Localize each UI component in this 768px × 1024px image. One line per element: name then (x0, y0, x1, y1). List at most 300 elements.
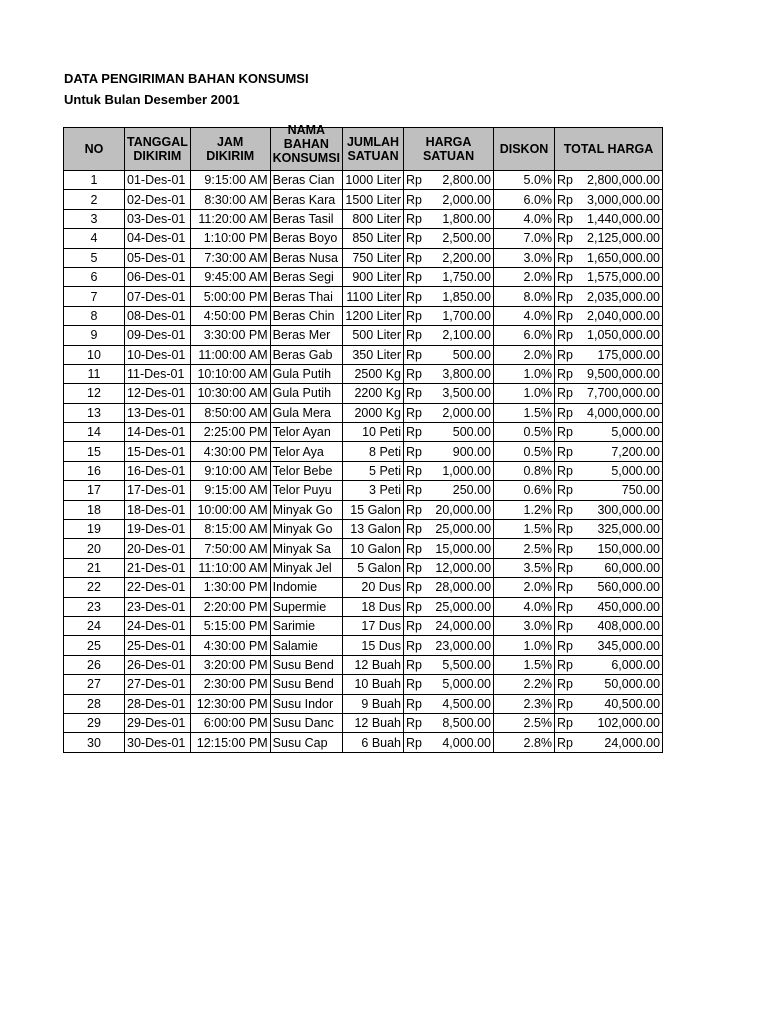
cell-diskon[interactable]: 2.2% (494, 675, 555, 694)
cell-jam[interactable]: 7:30:00 AM (190, 248, 270, 267)
cell-total[interactable] (555, 190, 663, 209)
cell-jumlah[interactable]: 13 Galon (343, 520, 404, 539)
table-row (64, 481, 663, 500)
table-row (64, 616, 663, 635)
header-diskon[interactable]: DISKON (494, 128, 555, 171)
cell-no[interactable]: 5 (64, 248, 125, 267)
cell-diskon[interactable]: 0.8% (494, 461, 555, 480)
cell-jumlah[interactable]: 10 Buah (343, 675, 404, 694)
cell-diskon[interactable]: 6.0% (494, 190, 555, 209)
table-row (64, 461, 663, 480)
cell-total[interactable] (555, 694, 663, 713)
amount-value: 28,000.00 (435, 580, 492, 595)
cell-jumlah[interactable]: 2000 Kg (343, 403, 404, 422)
cell-jam[interactable]: 8:30:00 AM (190, 190, 270, 209)
cell-nama[interactable]: Salamie (270, 636, 342, 655)
cell-total[interactable] (555, 306, 663, 325)
cell-diskon[interactable]: 1.0% (494, 364, 555, 383)
cell-total[interactable] (555, 461, 663, 480)
cell-jumlah[interactable]: 12 Buah (343, 655, 404, 674)
currency-label: Rp (406, 696, 422, 711)
cell-total[interactable] (555, 539, 663, 558)
cell-diskon[interactable]: 2.5% (494, 713, 555, 732)
cell-jumlah[interactable]: 800 Liter (343, 209, 404, 228)
table-header-row (64, 128, 663, 171)
cell-nama[interactable]: Minyak Jel (270, 558, 342, 577)
cell-jam[interactable]: 7:50:00 AM (190, 539, 270, 558)
cell-jumlah[interactable]: 900 Liter (343, 267, 404, 286)
header-no[interactable]: NO (64, 128, 125, 171)
cell-tanggal[interactable]: 09-Des-01 (125, 326, 191, 345)
cell-nama[interactable]: Beras Boyo (270, 229, 342, 248)
cell-total[interactable] (555, 326, 663, 345)
cell-total[interactable] (555, 578, 663, 597)
cell-jumlah[interactable]: 2200 Kg (343, 384, 404, 403)
table-row (64, 248, 663, 267)
amount-value: 1,750.00 (442, 270, 492, 285)
cell-total[interactable] (555, 248, 663, 267)
cell-no[interactable]: 27 (64, 675, 125, 694)
currency-label: Rp (406, 502, 422, 517)
cell-no[interactable]: 29 (64, 713, 125, 732)
cell-tanggal[interactable]: 25-Des-01 (125, 636, 191, 655)
amount-value: 150,000.00 (597, 541, 661, 556)
cell-no[interactable]: 15 (64, 442, 125, 461)
cell-total[interactable] (555, 423, 663, 442)
cell-tanggal[interactable]: 05-Des-01 (125, 248, 191, 267)
cell-total[interactable] (555, 481, 663, 500)
cell-nama[interactable]: Beras Chin (270, 306, 342, 325)
cell-no[interactable]: 22 (64, 578, 125, 597)
cell-jumlah[interactable]: 6 Buah (343, 733, 404, 752)
cell-total[interactable] (555, 597, 663, 616)
cell-harga[interactable] (404, 287, 494, 306)
cell-jumlah[interactable]: 2500 Kg (343, 364, 404, 383)
cell-tanggal[interactable]: 10-Des-01 (125, 345, 191, 364)
header-tanggal[interactable]: TANGGAL DIKIRIM (125, 128, 191, 171)
cell-diskon[interactable]: 2.0% (494, 345, 555, 364)
cell-jam[interactable]: 5:15:00 PM (190, 616, 270, 635)
cell-no[interactable]: 14 (64, 423, 125, 442)
cell-nama[interactable]: Beras Mer (270, 326, 342, 345)
cell-nama[interactable]: Gula Mera (270, 403, 342, 422)
cell-total[interactable] (555, 384, 663, 403)
cell-tanggal[interactable]: 18-Des-01 (125, 500, 191, 519)
cell-diskon[interactable]: 2.0% (494, 267, 555, 286)
cell-no[interactable]: 9 (64, 326, 125, 345)
cell-harga[interactable] (404, 675, 494, 694)
header-jam[interactable]: JAM DIKIRIM (190, 128, 270, 171)
amount-value: 7,200.00 (611, 444, 661, 459)
cell-nama[interactable]: Beras Cian (270, 171, 342, 190)
cell-no[interactable]: 3 (64, 209, 125, 228)
cell-jumlah[interactable]: 750 Liter (343, 248, 404, 267)
table-row (64, 423, 663, 442)
table-row (64, 384, 663, 403)
cell-tanggal[interactable]: 08-Des-01 (125, 306, 191, 325)
cell-jumlah[interactable]: 10 Peti (343, 423, 404, 442)
cell-tanggal[interactable]: 12-Des-01 (125, 384, 191, 403)
cell-jam[interactable]: 1:30:00 PM (190, 578, 270, 597)
cell-jumlah[interactable]: 20 Dus (343, 578, 404, 597)
currency-label: Rp (406, 561, 422, 575)
cell-no[interactable]: 18 (64, 500, 125, 519)
cell-harga[interactable] (404, 171, 494, 190)
cell-total[interactable] (555, 713, 663, 732)
cell-nama[interactable]: Indomie (270, 578, 342, 597)
cell-jam[interactable]: 3:20:00 PM (190, 655, 270, 674)
cell-tanggal[interactable]: 01-Des-01 (125, 171, 191, 190)
cell-nama[interactable]: Minyak Go (270, 500, 342, 519)
cell-jam[interactable]: 2:30:00 PM (190, 675, 270, 694)
cell-diskon[interactable]: 0.5% (494, 423, 555, 442)
amount-value: 3,800.00 (442, 367, 492, 382)
currency-label: Rp (406, 405, 422, 420)
cell-jam[interactable]: 4:30:00 PM (190, 442, 270, 461)
amount-value: 8,500.00 (442, 716, 492, 731)
cell-nama[interactable]: Gula Putih (270, 384, 342, 403)
currency-label: Rp (406, 580, 422, 595)
cell-harga[interactable] (404, 423, 494, 442)
cell-jam[interactable]: 11:20:00 AM (190, 209, 270, 228)
cell-harga[interactable] (404, 520, 494, 539)
cell-diskon[interactable]: 1.2% (494, 500, 555, 519)
document-title: DATA PENGIRIMAN BAHAN KONSUMSI (64, 71, 309, 86)
cell-jam[interactable]: 9:45:00 AM (190, 267, 270, 286)
cell-harga[interactable] (404, 306, 494, 325)
cell-total[interactable] (555, 171, 663, 190)
cell-jumlah[interactable]: 3 Peti (343, 481, 404, 500)
cell-jam[interactable]: 2:20:00 PM (190, 597, 270, 616)
cell-jam[interactable]: 1:10:00 PM (190, 229, 270, 248)
cell-diskon[interactable]: 5.0% (494, 171, 555, 190)
cell-total[interactable] (555, 209, 663, 228)
cell-total[interactable] (555, 229, 663, 248)
cell-total[interactable] (555, 675, 663, 694)
cell-jam[interactable]: 5:00:00 PM (190, 287, 270, 306)
cell-jam[interactable]: 12:30:00 PM (190, 694, 270, 713)
cell-jumlah[interactable]: 5 Peti (343, 461, 404, 480)
amount-value: 40,500.00 (604, 696, 661, 711)
cell-nama[interactable]: Sarimie (270, 616, 342, 635)
cell-jumlah[interactable]: 12 Buah (343, 713, 404, 732)
cell-harga[interactable] (404, 500, 494, 519)
amount-value: 60,000.00 (604, 561, 661, 575)
cell-nama[interactable]: Beras Nusa (270, 248, 342, 267)
amount-value: 15,000.00 (435, 541, 492, 556)
cell-tanggal[interactable]: 03-Des-01 (125, 209, 191, 228)
cell-diskon[interactable]: 2.0% (494, 578, 555, 597)
cell-tanggal[interactable]: 16-Des-01 (125, 461, 191, 480)
cell-jumlah[interactable]: 10 Galon (343, 539, 404, 558)
cell-tanggal[interactable]: 11-Des-01 (125, 364, 191, 383)
cell-harga[interactable] (404, 636, 494, 655)
cell-total[interactable] (555, 345, 663, 364)
cell-nama[interactable]: Supermie (270, 597, 342, 616)
cell-tanggal[interactable]: 15-Des-01 (125, 442, 191, 461)
cell-harga[interactable] (404, 190, 494, 209)
header-total[interactable]: TOTAL HARGA (555, 128, 663, 171)
cell-diskon[interactable]: 1.5% (494, 520, 555, 539)
cell-diskon[interactable]: 2.3% (494, 694, 555, 713)
cell-no[interactable]: 7 (64, 287, 125, 306)
cell-nama[interactable]: Susu Indor (270, 694, 342, 713)
cell-nama[interactable]: Minyak Sa (270, 539, 342, 558)
cell-nama[interactable]: Beras Tasil (270, 209, 342, 228)
cell-nama[interactable]: Susu Danc (270, 713, 342, 732)
cell-no[interactable]: 28 (64, 694, 125, 713)
cell-harga[interactable] (404, 461, 494, 480)
currency-label: Rp (557, 425, 573, 440)
cell-tanggal[interactable]: 23-Des-01 (125, 597, 191, 616)
amount-value: 9,500,000.00 (587, 367, 661, 382)
cell-total[interactable] (555, 500, 663, 519)
currency-label: Rp (557, 231, 573, 246)
cell-no[interactable]: 1 (64, 171, 125, 190)
cell-nama[interactable]: Beras Kara (270, 190, 342, 209)
amount-value: 1,050,000.00 (587, 328, 661, 343)
cell-jam[interactable]: 8:15:00 AM (190, 520, 270, 539)
cell-tanggal[interactable]: 26-Des-01 (125, 655, 191, 674)
cell-jumlah[interactable]: 9 Buah (343, 694, 404, 713)
cell-tanggal[interactable]: 02-Des-01 (125, 190, 191, 209)
cell-harga[interactable] (404, 248, 494, 267)
amount-value: 2,035,000.00 (587, 289, 661, 304)
cell-harga[interactable] (404, 713, 494, 732)
cell-no[interactable]: 8 (64, 306, 125, 325)
cell-tanggal[interactable]: 27-Des-01 (125, 675, 191, 694)
cell-total[interactable] (555, 520, 663, 539)
cell-jumlah[interactable]: 15 Galon (343, 500, 404, 519)
currency-label: Rp (557, 405, 573, 420)
cell-no[interactable]: 16 (64, 461, 125, 480)
cell-diskon[interactable]: 3.0% (494, 616, 555, 635)
currency-label: Rp (406, 367, 422, 382)
cell-nama[interactable]: Telor Puyu (270, 481, 342, 500)
cell-jam[interactable]: 11:00:00 AM (190, 345, 270, 364)
cell-nama[interactable]: Beras Gab (270, 345, 342, 364)
cell-no[interactable]: 10 (64, 345, 125, 364)
cell-diskon[interactable]: 7.0% (494, 229, 555, 248)
currency-label: Rp (557, 735, 573, 750)
cell-diskon[interactable]: 1.0% (494, 384, 555, 403)
header-jumlah[interactable]: JUMLAH SATUAN (343, 128, 404, 171)
cell-jumlah[interactable]: 15 Dus (343, 636, 404, 655)
cell-jam[interactable]: 9:15:00 AM (190, 171, 270, 190)
cell-tanggal[interactable]: 28-Des-01 (125, 694, 191, 713)
cell-harga[interactable] (404, 364, 494, 383)
cell-jam[interactable]: 3:30:00 PM (190, 326, 270, 345)
currency-label: Rp (557, 328, 573, 343)
cell-jumlah[interactable]: 17 Dus (343, 616, 404, 635)
cell-diskon[interactable]: 3.5% (494, 558, 555, 577)
cell-tanggal[interactable]: 19-Des-01 (125, 520, 191, 539)
cell-total[interactable] (555, 636, 663, 655)
cell-nama[interactable]: Beras Thai (270, 287, 342, 306)
cell-tanggal[interactable]: 22-Des-01 (125, 578, 191, 597)
cell-no[interactable]: 12 (64, 384, 125, 403)
cell-harga[interactable] (404, 209, 494, 228)
cell-no[interactable]: 30 (64, 733, 125, 752)
cell-diskon[interactable]: 4.0% (494, 306, 555, 325)
cell-tanggal[interactable]: 17-Des-01 (125, 481, 191, 500)
cell-tanggal[interactable]: 13-Des-01 (125, 403, 191, 422)
amount-value: 1,650,000.00 (587, 250, 661, 265)
amount-value: 3,000,000.00 (587, 192, 661, 207)
cell-diskon[interactable]: 2.8% (494, 733, 555, 752)
cell-total[interactable] (555, 267, 663, 286)
cell-diskon[interactable]: 6.0% (494, 326, 555, 345)
amount-value: 12,000.00 (435, 561, 492, 575)
cell-tanggal[interactable]: 07-Des-01 (125, 287, 191, 306)
cell-total[interactable] (555, 403, 663, 422)
cell-no[interactable]: 24 (64, 616, 125, 635)
cell-diskon[interactable]: 1.0% (494, 636, 555, 655)
cell-total[interactable] (555, 655, 663, 674)
cell-no[interactable]: 11 (64, 364, 125, 383)
cell-harga[interactable] (404, 481, 494, 500)
amount-value: 6,000.00 (611, 657, 661, 672)
cell-jumlah[interactable]: 350 Liter (343, 345, 404, 364)
cell-tanggal[interactable]: 20-Des-01 (125, 539, 191, 558)
cell-total[interactable] (555, 287, 663, 306)
cell-jam[interactable]: 11:10:00 AM (190, 558, 270, 577)
cell-no[interactable]: 25 (64, 636, 125, 655)
cell-harga[interactable] (404, 267, 494, 286)
cell-nama[interactable]: Telor Ayan (270, 423, 342, 442)
cell-nama[interactable]: Minyak Go (270, 520, 342, 539)
cell-nama[interactable]: Susu Bend (270, 675, 342, 694)
cell-no[interactable]: 6 (64, 267, 125, 286)
cell-jam[interactable]: 2:25:00 PM (190, 423, 270, 442)
currency-label: Rp (557, 677, 573, 692)
cell-total[interactable] (555, 733, 663, 752)
amount-value: 2,800,000.00 (587, 173, 661, 188)
amount-value: 102,000.00 (597, 716, 661, 731)
cell-tanggal[interactable]: 14-Des-01 (125, 423, 191, 442)
cell-harga[interactable] (404, 345, 494, 364)
cell-total[interactable] (555, 616, 663, 635)
cell-jam[interactable]: 10:10:00 AM (190, 364, 270, 383)
cell-harga[interactable] (404, 558, 494, 577)
amount-value: 5,000.00 (611, 425, 661, 440)
cell-harga[interactable] (404, 229, 494, 248)
cell-diskon[interactable]: 3.0% (494, 248, 555, 267)
cell-tanggal[interactable]: 06-Des-01 (125, 267, 191, 286)
cell-nama[interactable]: Telor Bebe (270, 461, 342, 480)
amount-value: 300,000.00 (597, 502, 661, 517)
cell-harga[interactable] (404, 384, 494, 403)
cell-diskon[interactable]: 8.0% (494, 287, 555, 306)
cell-tanggal[interactable]: 21-Des-01 (125, 558, 191, 577)
table-row (64, 171, 663, 190)
cell-diskon[interactable]: 2.5% (494, 539, 555, 558)
cell-jumlah[interactable]: 1500 Liter (343, 190, 404, 209)
header-harga[interactable]: HARGA SATUAN (404, 128, 494, 171)
cell-nama[interactable]: Beras Segi (270, 267, 342, 286)
amount-value: 2,200.00 (442, 250, 492, 265)
cell-jam[interactable]: 6:00:00 PM (190, 713, 270, 732)
cell-jumlah[interactable]: 8 Peti (343, 442, 404, 461)
currency-label: Rp (557, 367, 573, 382)
cell-total[interactable] (555, 558, 663, 577)
table-row (64, 675, 663, 694)
cell-jumlah[interactable]: 500 Liter (343, 326, 404, 345)
cell-nama[interactable]: Telor Aya (270, 442, 342, 461)
cell-diskon[interactable]: 4.0% (494, 209, 555, 228)
cell-no[interactable]: 21 (64, 558, 125, 577)
cell-harga[interactable] (404, 442, 494, 461)
amount-value: 750.00 (621, 483, 661, 498)
cell-diskon[interactable]: 0.6% (494, 481, 555, 500)
cell-diskon[interactable]: 1.5% (494, 403, 555, 422)
cell-no[interactable]: 26 (64, 655, 125, 674)
cell-harga[interactable] (404, 733, 494, 752)
cell-nama[interactable]: Susu Bend (270, 655, 342, 674)
cell-harga[interactable] (404, 578, 494, 597)
cell-harga[interactable] (404, 694, 494, 713)
cell-nama[interactable]: Susu Cap (270, 733, 342, 752)
cell-diskon[interactable]: 0.5% (494, 442, 555, 461)
cell-total[interactable] (555, 442, 663, 461)
cell-harga[interactable] (404, 539, 494, 558)
cell-total[interactable] (555, 364, 663, 383)
currency-label: Rp (557, 522, 573, 537)
cell-harga[interactable] (404, 326, 494, 345)
cell-no[interactable]: 23 (64, 597, 125, 616)
cell-jam[interactable]: 9:15:00 AM (190, 481, 270, 500)
cell-jam[interactable]: 4:30:00 PM (190, 636, 270, 655)
cell-jam[interactable]: 12:15:00 PM (190, 733, 270, 752)
cell-jumlah[interactable]: 1100 Liter (343, 287, 404, 306)
cell-jumlah[interactable]: 850 Liter (343, 229, 404, 248)
cell-no[interactable]: 13 (64, 403, 125, 422)
cell-jumlah[interactable]: 18 Dus (343, 597, 404, 616)
table-row (64, 267, 663, 286)
cell-jam[interactable]: 4:50:00 PM (190, 306, 270, 325)
currency-label: Rp (557, 619, 573, 634)
cell-tanggal[interactable]: 29-Des-01 (125, 713, 191, 732)
cell-no[interactable]: 4 (64, 229, 125, 248)
cell-diskon[interactable]: 1.5% (494, 655, 555, 674)
amount-value: 560,000.00 (597, 580, 661, 595)
cell-no[interactable]: 2 (64, 190, 125, 209)
cell-jam[interactable]: 8:50:00 AM (190, 403, 270, 422)
cell-harga[interactable] (404, 403, 494, 422)
amount-value: 7,700,000.00 (587, 386, 661, 401)
currency-label: Rp (406, 231, 422, 246)
cell-no[interactable]: 19 (64, 520, 125, 539)
cell-jam[interactable]: 9:10:00 AM (190, 461, 270, 480)
cell-no[interactable]: 17 (64, 481, 125, 500)
cell-jumlah[interactable]: 1000 Liter (343, 171, 404, 190)
header-nama[interactable] (270, 123, 342, 171)
amount-value: 408,000.00 (597, 619, 661, 634)
cell-harga[interactable] (404, 597, 494, 616)
cell-tanggal[interactable]: 24-Des-01 (125, 616, 191, 635)
cell-jumlah[interactable]: 5 Galon (343, 558, 404, 577)
cell-tanggal[interactable]: 04-Des-01 (125, 229, 191, 248)
cell-nama[interactable]: Gula Putih (270, 364, 342, 383)
cell-no[interactable]: 20 (64, 539, 125, 558)
cell-harga[interactable] (404, 616, 494, 635)
cell-diskon[interactable]: 4.0% (494, 597, 555, 616)
cell-jam[interactable]: 10:00:00 AM (190, 500, 270, 519)
cell-tanggal[interactable]: 30-Des-01 (125, 733, 191, 752)
cell-jumlah[interactable]: 1200 Liter (343, 306, 404, 325)
cell-harga[interactable] (404, 655, 494, 674)
cell-jam[interactable]: 10:30:00 AM (190, 384, 270, 403)
